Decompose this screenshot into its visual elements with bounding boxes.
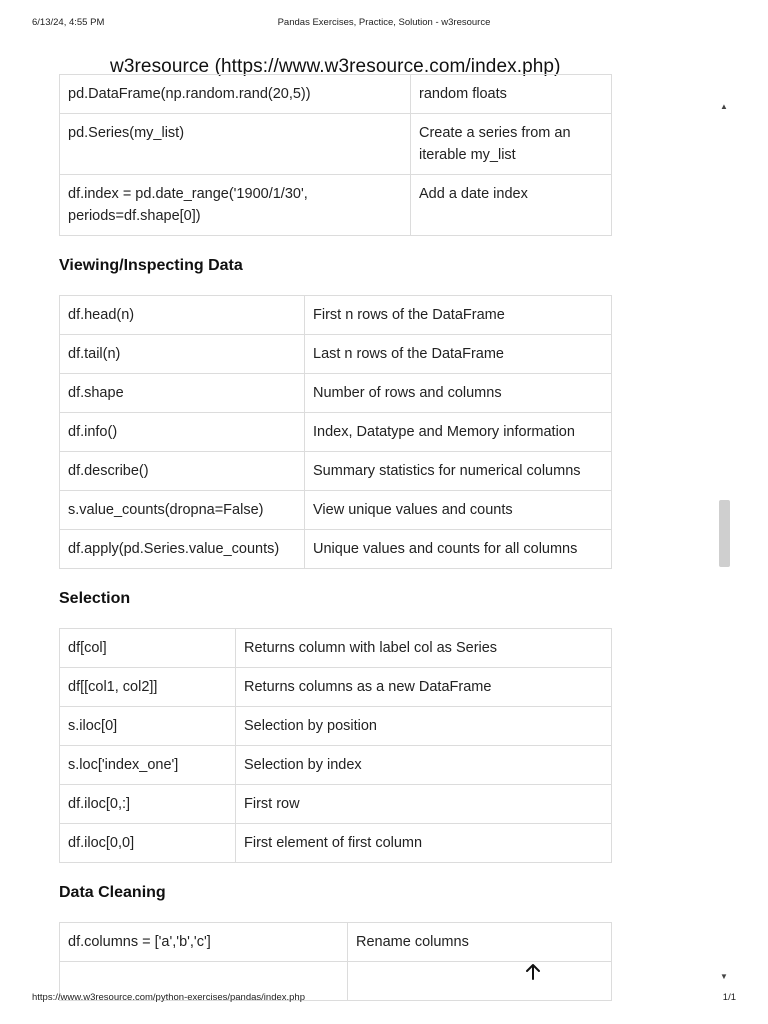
desc-cell: Returns column with label col as Series xyxy=(236,629,612,668)
code-cell: df.iloc[0,:] xyxy=(60,785,236,824)
table-row xyxy=(60,923,612,962)
desc-cell: Selection by position xyxy=(236,707,612,746)
table-row xyxy=(60,413,612,452)
table-row xyxy=(60,452,612,491)
table-row xyxy=(60,114,612,175)
desc-cell xyxy=(348,962,612,1001)
table-row xyxy=(60,668,612,707)
code-cell: s.iloc[0] xyxy=(60,707,236,746)
scrollbar-thumb[interactable] xyxy=(719,500,730,567)
code-cell: df.head(n) xyxy=(60,296,305,335)
code-cell: pd.Series(my_list) xyxy=(60,114,411,175)
arrow-up-icon xyxy=(522,961,544,983)
code-cell: df.columns = ['a','b','c'] xyxy=(60,923,348,962)
desc-cell: Summary statistics for numerical columns xyxy=(305,452,612,491)
creation-table xyxy=(59,74,612,236)
table-row xyxy=(60,746,612,785)
table-row xyxy=(60,175,612,236)
print-header xyxy=(32,17,736,31)
desc-cell: First n rows of the DataFrame xyxy=(305,296,612,335)
desc-cell: Add a date index xyxy=(411,175,612,236)
table-row xyxy=(60,296,612,335)
table-row xyxy=(60,530,612,569)
desc-cell: Index, Datatype and Memory information xyxy=(305,413,612,452)
print-datetime: 6/13/24, 4:55 PM xyxy=(32,17,105,28)
code-cell: df.iloc[0,0] xyxy=(60,824,236,863)
section-heading-viewing: Viewing/Inspecting Data xyxy=(59,257,243,274)
code-cell: df[col] xyxy=(60,629,236,668)
desc-cell: Rename columns xyxy=(348,923,612,962)
code-cell: df.tail(n) xyxy=(60,335,305,374)
desc-cell: Returns columns as a new DataFrame xyxy=(236,668,612,707)
page-content xyxy=(59,74,611,1001)
desc-cell: Selection by index xyxy=(236,746,612,785)
code-cell: s.loc['index_one'] xyxy=(60,746,236,785)
table-row xyxy=(60,75,612,114)
desc-cell: First element of first column xyxy=(236,824,612,863)
page-viewport xyxy=(0,86,768,986)
section-heading-selection: Selection xyxy=(59,590,131,607)
code-cell: pd.DataFrame(np.random.rand(20,5)) xyxy=(60,75,411,114)
code-cell: df.info() xyxy=(60,413,305,452)
table-row xyxy=(60,707,612,746)
table-row xyxy=(60,824,612,863)
code-cell: df.shape xyxy=(60,374,305,413)
print-url: https://www.w3resource.com/python-exercises/pandas/index.php xyxy=(32,992,305,1003)
code-cell: df.index = pd.date_range('1900/1/30', periods=df.shape[0]) xyxy=(60,175,411,236)
site-title-link[interactable]: w3resource (https://www.w3resource.com/index.php) xyxy=(110,56,561,77)
code-cell: df[[col1, col2]] xyxy=(60,668,236,707)
code-cell: df.describe() xyxy=(60,452,305,491)
section-heading-cleaning: Data Cleaning xyxy=(59,884,166,901)
back-to-top-button[interactable] xyxy=(522,961,544,983)
desc-cell: View unique values and counts xyxy=(305,491,612,530)
code-cell: s.value_counts(dropna=False) xyxy=(60,491,305,530)
desc-cell: random floats xyxy=(411,75,612,114)
desc-cell: Last n rows of the DataFrame xyxy=(305,335,612,374)
selection-table xyxy=(59,628,612,863)
table-row xyxy=(60,491,612,530)
viewing-table xyxy=(59,295,612,569)
scroll-up-arrow-icon[interactable]: ▲ xyxy=(720,102,728,111)
scroll-down-arrow-icon[interactable]: ▼ xyxy=(720,972,728,981)
desc-cell: Unique values and counts for all columns xyxy=(305,530,612,569)
code-cell: df.apply(pd.Series.value_counts) xyxy=(60,530,305,569)
vertical-scrollbar[interactable] xyxy=(714,98,734,986)
desc-cell: First row xyxy=(236,785,612,824)
desc-cell: Number of rows and columns xyxy=(305,374,612,413)
table-row xyxy=(60,785,612,824)
print-page-count: 1/1 xyxy=(722,992,736,1003)
print-page-title: Pandas Exercises, Practice, Solution - w3resource xyxy=(277,17,491,28)
table-row xyxy=(60,335,612,374)
desc-cell: Create a series from an iterable my_list xyxy=(411,114,612,175)
table-row xyxy=(60,374,612,413)
table-row xyxy=(60,629,612,668)
